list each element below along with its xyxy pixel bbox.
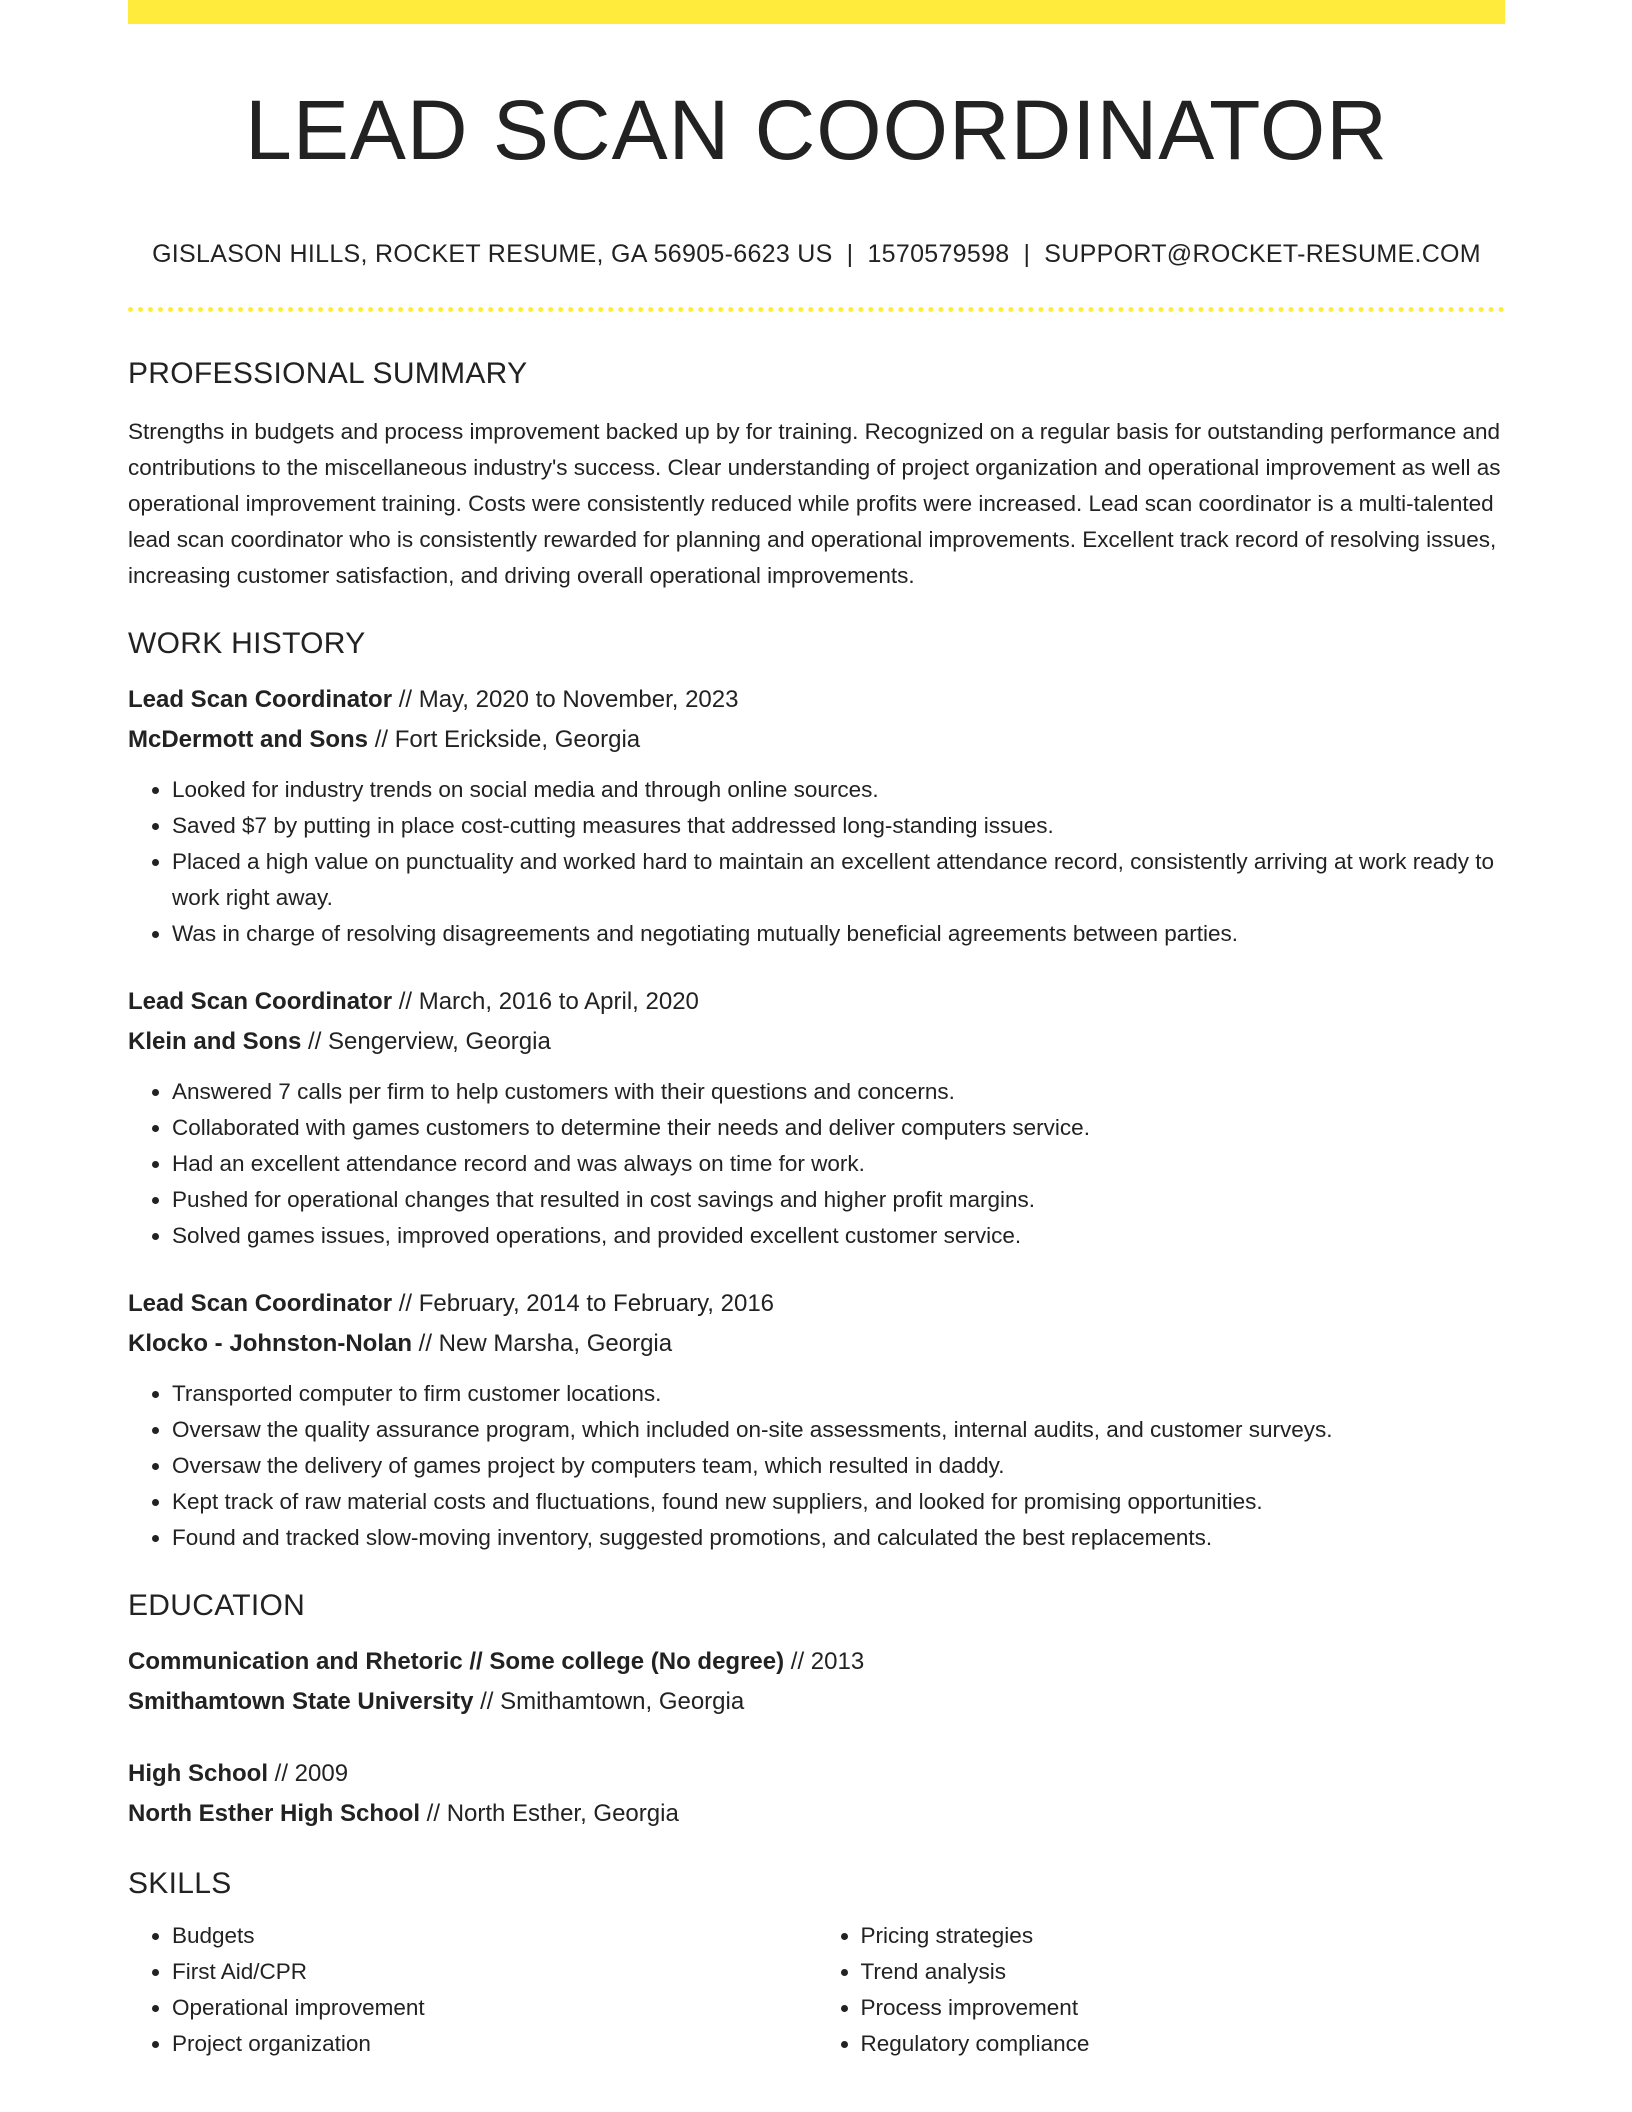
job-bullets [128,772,1505,952]
dotted-divider [128,307,1505,312]
skill-item: • Project organization [172,2026,817,2062]
education-school-line [128,1682,1505,1722]
resume-content [128,352,1505,2062]
job-company: Klein and Sons [128,1028,302,1055]
contact-email: SUPPORT@ROCKET-RESUME.COM [1044,240,1481,268]
skill-item: • First Aid/CPR [172,1954,817,1990]
job-bullet: • Kept track of raw material costs and fluctuations, found new suppliers, and looked for promising opportunities. [172,1484,1505,1520]
contact-line [128,237,1505,271]
job-location: // New Marsha, Georgia [412,1330,673,1357]
job-bullet: • Had an excellent attendance record and was always on time for work. [172,1146,1505,1182]
skill-item: • Trend analysis [861,1954,1506,1990]
job-dates: // May, 2020 to November, 2023 [392,686,739,713]
education-degree-line [128,1754,1505,1794]
skill-item: • Process improvement [861,1990,1506,2026]
job-entry [128,680,1505,952]
education-location: // Smithamtown, Georgia [473,1688,745,1715]
skill-item: • Regulatory compliance [861,2026,1506,2062]
job-bullet: • Answered 7 calls per firm to help customers with their questions and concerns. [172,1074,1505,1110]
job-bullet: • Oversaw the quality assurance program, which included on-site assessments, internal audits, and customer surveys. [172,1412,1505,1448]
job-bullet: • Solved games issues, improved operations, and provided excellent customer service. [172,1218,1505,1254]
job-bullet: • Found and tracked slow-moving inventory, suggested promotions, and calculated the best replacements. [172,1520,1505,1556]
education-year: // 2009 [268,1760,349,1787]
contact-address: GISLASON HILLS, ROCKET RESUME, GA 56905-6623 US [152,240,833,268]
education-entry [128,1642,1505,1722]
skill-item: • Budgets [172,1918,817,1954]
job-location: // Sengerview, Georgia [301,1028,551,1055]
summary-section [128,352,1505,594]
education-entry [128,1754,1505,1834]
job-bullets [128,1376,1505,1556]
job-title: Lead Scan Coordinator [128,1290,393,1317]
job-entry [128,1284,1505,1556]
section-heading-summary: PROFESSIONAL SUMMARY [128,357,528,390]
skills-columns [128,1918,1505,2062]
job-entry [128,982,1505,1254]
section-heading-skills: SKILLS [128,1867,232,1900]
skill-item: • Operational improvement [172,1990,817,2026]
work-history-section [128,622,1505,1556]
education-location: // North Esther, Georgia [420,1800,679,1827]
skills-section [128,1862,1505,2062]
job-bullet: • Pushed for operational changes that resulted in cost savings and higher profit margins. [172,1182,1505,1218]
education-degree: High School [128,1760,268,1787]
education-section [128,1584,1505,1834]
job-title-line [128,982,1505,1022]
education-school-line [128,1794,1505,1834]
contact-separator: | [846,240,854,268]
job-bullet: • Looked for industry trends on social media and through online sources. [172,772,1505,808]
candidate-name: LEAD SCAN COORDINATOR [245,83,1388,177]
job-bullet: • Saved $7 by putting in place cost-cutting measures that addressed long-standing issues. [172,808,1505,844]
job-bullet: • Oversaw the delivery of games project by computers team, which resulted in daddy. [172,1448,1505,1484]
education-school: North Esther High School [128,1800,421,1827]
job-company-line [128,1022,1505,1062]
education-school: Smithamtown State University [128,1688,474,1715]
job-title-line [128,680,1505,720]
summary-text: Strengths in budgets and process improvement backed up by for training. Recognized on a regular basis for outstanding performance and contributions to the miscellaneous industry's success. Clear understanding of project organization and operational improvement as well as operational improvement training. Costs were consistently reduced while profits were increased. Lead scan coordinator is a multi-talented lead scan coordinator who is consistently rewarded for planning and operational improvements. Excellent track record of resolving issues, increasing customer satisfaction, and driving overall operational improvements. [128,419,1501,588]
job-dates: // March, 2016 to April, 2020 [392,988,699,1015]
job-title: Lead Scan Coordinator [128,686,393,713]
job-bullet: • Collaborated with games customers to determine their needs and deliver computers service. [172,1110,1505,1146]
job-title-line [128,1284,1505,1324]
job-company: Klocko - Johnston-Nolan [128,1330,412,1357]
education-degree: Communication and Rhetoric // Some college (No degree) [128,1648,785,1675]
contact-separator: | [1023,240,1031,268]
job-bullet: • Placed a high value on punctuality and worked hard to maintain an excellent attendance record, consistently arriving at work ready to work right away. [172,844,1505,916]
section-heading-work-history: WORK HISTORY [128,627,366,660]
education-year: // 2013 [784,1648,865,1675]
accent-top-bar [128,0,1505,24]
job-company-line [128,720,1505,760]
contact-phone: 1570579598 [867,240,1010,268]
skill-item: • Pricing strategies [861,1918,1506,1954]
section-heading-education: EDUCATION [128,1589,306,1622]
job-bullet: • Transported computer to firm customer locations. [172,1376,1505,1412]
skills-list-right [817,1918,1506,2062]
job-company: McDermott and Sons [128,726,369,753]
job-bullets [128,1074,1505,1254]
job-company-line [128,1324,1505,1364]
job-dates: // February, 2014 to February, 2016 [392,1290,775,1317]
job-location: // Fort Erickside, Georgia [368,726,641,753]
education-degree-line [128,1642,1505,1682]
job-title: Lead Scan Coordinator [128,988,393,1015]
job-bullet: • Was in charge of resolving disagreements and negotiating mutually beneficial agreements between parties. [172,916,1505,952]
skills-list-left [128,1918,817,2062]
